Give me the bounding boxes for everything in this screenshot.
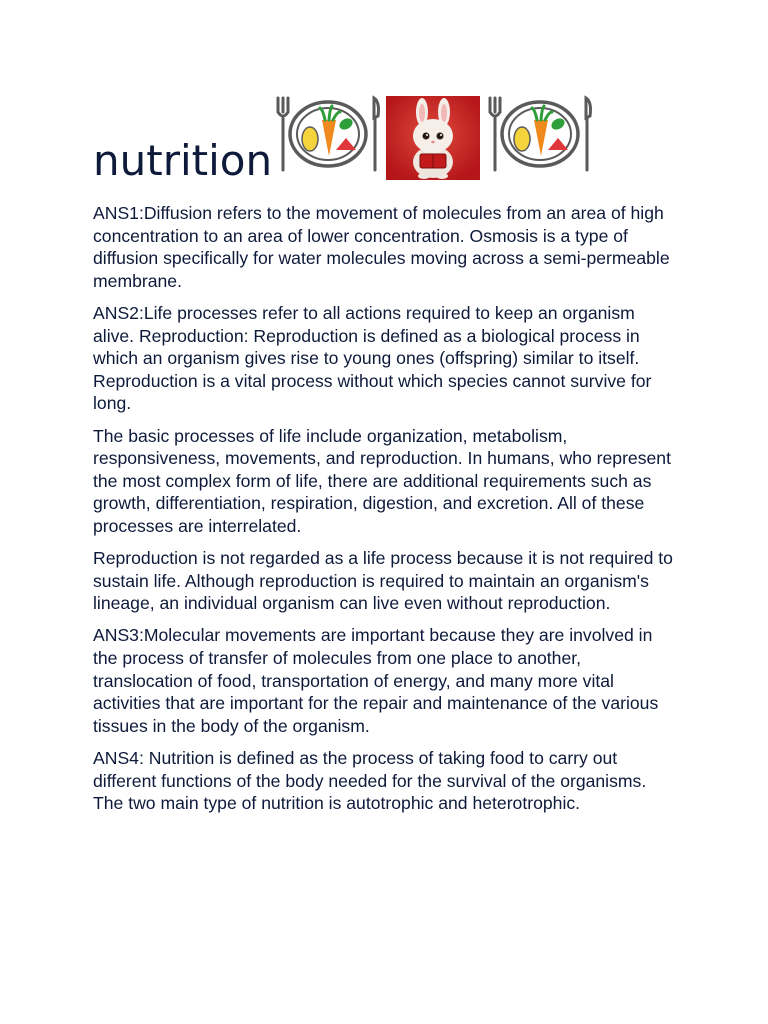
paragraph-ans3: ANS3:Molecular movements are important because they are involved in the process of transfer of molecules from one place to another, translocation of food, transportation of energy, and many more vital activities that are important for the repair and maintenance of the various tissues in the body of the organism. <box>93 625 659 736</box>
plate-fork-knife-icon <box>274 94 380 174</box>
paragraph-reproduction: Reproduction is not regarded as a life process because it is not required to sustain life. Although reproduction is required to maintain an organism's lineage, an individual organism can live even without reproduction. <box>93 548 673 614</box>
bunny-reading-book-image <box>386 96 480 180</box>
title-decoration <box>274 94 592 186</box>
paragraph-ans4: ANS4: Nutrition is defined as the process of taking food to carry out different functions of the body needed for the survival of the organisms. The two main type of nutrition is autotrophic and heterotrophic. <box>93 748 647 814</box>
paragraph-ans2: ANS2:Life processes refer to all actions required to keep an organism alive. Reproduction: Reproduction is defined as a biological process in which an organism gives rise to young ones (offspring) similar to itself. Reproduction is a vital process without which species cannot survive for long. <box>93 302 652 414</box>
plate-fork-knife-icon <box>486 94 592 174</box>
paragraph-life-processes: The basic processes of life include organization, metabolism, responsiveness, movements, and reproduction. In humans, who represent the most complex form of life, there are additional requirements such as growth, differentiation, respiration, digestion, and excretion. All of these processes are interrelated. <box>93 425 671 536</box>
title-row <box>93 94 592 186</box>
paragraph-ans1: ANS1:Diffusion refers to the movement of molecules from an area of high concentration to an area of lower concentration. Osmosis is a type of diffusion specifically for water molecules moving across a semi-permeable membrane. <box>93 203 670 291</box>
document-body <box>93 202 678 824</box>
page-title: nutrition <box>93 136 273 185</box>
